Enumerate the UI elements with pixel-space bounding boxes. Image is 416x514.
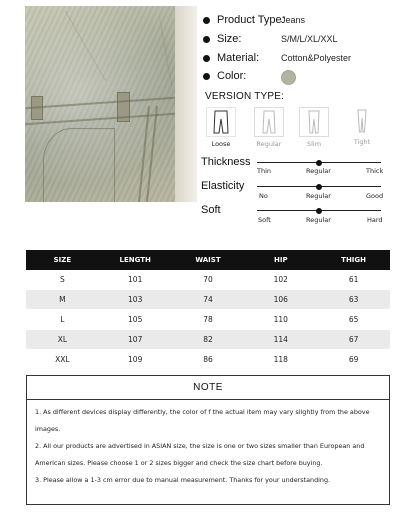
table-cell: M	[26, 290, 99, 310]
scale-label-thickness: Thickness	[201, 156, 251, 168]
version-caption: Loose	[211, 140, 231, 148]
spec-label: Product Type:	[217, 14, 285, 26]
table-cell: 114	[244, 330, 317, 350]
scale-option: No	[259, 192, 268, 200]
table-cell: 103	[99, 290, 172, 310]
bullet-icon	[203, 73, 210, 80]
table-row	[26, 330, 390, 350]
pants-tight-icon	[348, 107, 376, 135]
note-line: American sizes. Please choose 1 or 2 sizes bigger and check the size chart before buying.	[35, 459, 323, 467]
product-photo	[25, 6, 197, 202]
note-line: 2. All our products are advertised in ASIAN size, the size is one or two sizes smaller than European and	[35, 442, 365, 450]
column-header: THIGH	[317, 250, 390, 270]
pants-slim-icon	[299, 107, 329, 137]
scale-label-elasticity: Elasticity	[201, 180, 245, 192]
spec-value: Jeans	[281, 15, 306, 25]
table-cell: 65	[317, 310, 390, 330]
table-cell: 106	[244, 290, 317, 310]
version-caption: Regular	[256, 140, 282, 148]
table-cell: S	[26, 270, 99, 290]
table-cell: XL	[26, 330, 99, 350]
spec-color	[203, 67, 246, 85]
scale-option: Soft	[258, 216, 271, 224]
table-cell: 74	[172, 290, 245, 310]
scale-marker-thickness	[316, 160, 322, 166]
table-cell: 105	[99, 310, 172, 330]
scale-option: Regular	[306, 167, 331, 175]
version-caption: Slim	[306, 140, 322, 148]
table-cell: 107	[99, 330, 172, 350]
bullet-icon	[203, 17, 210, 24]
scale-option: Hard	[367, 216, 383, 224]
version-caption: Tight	[353, 138, 371, 146]
version-item-loose	[201, 107, 241, 148]
table-cell: 82	[172, 330, 245, 350]
color-swatch	[281, 70, 296, 85]
table-row	[26, 350, 390, 370]
table-row	[26, 290, 390, 310]
table-cell: 69	[317, 350, 390, 370]
table-cell: 109	[99, 350, 172, 370]
table-cell: 67	[317, 330, 390, 350]
note-line: 1. As different devices display differently, the color of f the actual item may vary slightly from the above	[35, 408, 370, 416]
scale-option: Good	[366, 192, 384, 200]
table-row	[26, 310, 390, 330]
table-cell: 86	[172, 350, 245, 370]
table-cell: 61	[317, 270, 390, 290]
column-header: SIZE	[26, 250, 99, 270]
version-item-tight	[342, 107, 382, 146]
size-chart-table	[26, 250, 390, 370]
table-cell: 63	[317, 290, 390, 310]
table-cell: L	[26, 310, 99, 330]
spec-size	[203, 30, 241, 48]
version-type-title: VERSION TYPE:	[205, 91, 285, 102]
table-cell: 101	[99, 270, 172, 290]
table-cell: XXL	[26, 350, 99, 370]
bullet-icon	[203, 55, 210, 62]
table-row	[26, 270, 390, 290]
scale-option: Thin	[257, 167, 272, 175]
spec-value: Cotton&Polyester	[281, 53, 352, 63]
note-body	[27, 400, 389, 489]
scale-option: Regular	[306, 216, 331, 224]
note-line: 3. Please allow a 1-3 cm error due to manual measurement. Thanks for your understanding.	[35, 476, 331, 484]
pants-loose-icon	[206, 107, 236, 137]
pants-regular-icon	[254, 107, 284, 137]
spec-product-type	[203, 11, 285, 29]
note-box	[26, 375, 390, 505]
spec-material	[203, 49, 259, 67]
table-cell: 70	[172, 270, 245, 290]
bullet-icon	[203, 36, 210, 43]
column-header: WAIST	[172, 250, 245, 270]
note-line: images.	[35, 425, 61, 433]
table-header-row	[26, 250, 390, 270]
version-item-slim	[294, 107, 334, 148]
version-item-regular	[249, 107, 289, 148]
scale-marker-soft	[316, 208, 322, 214]
table-cell: 110	[244, 310, 317, 330]
scale-label-soft: Soft	[201, 204, 221, 216]
note-title: NOTE	[27, 376, 389, 400]
table-cell: 78	[172, 310, 245, 330]
scale-option: Regular	[306, 192, 331, 200]
spec-value: S/M/L/XL/XXL	[281, 34, 338, 44]
spec-label: Color:	[217, 70, 247, 82]
table-cell: 102	[244, 270, 317, 290]
spec-label: Size:	[217, 33, 242, 45]
table-cell: 118	[244, 350, 317, 370]
column-header: HIP	[244, 250, 317, 270]
spec-label: Material:	[217, 52, 260, 64]
scale-option: Thick	[366, 167, 384, 175]
column-header: LENGTH	[99, 250, 172, 270]
scale-marker-elasticity	[316, 184, 322, 190]
